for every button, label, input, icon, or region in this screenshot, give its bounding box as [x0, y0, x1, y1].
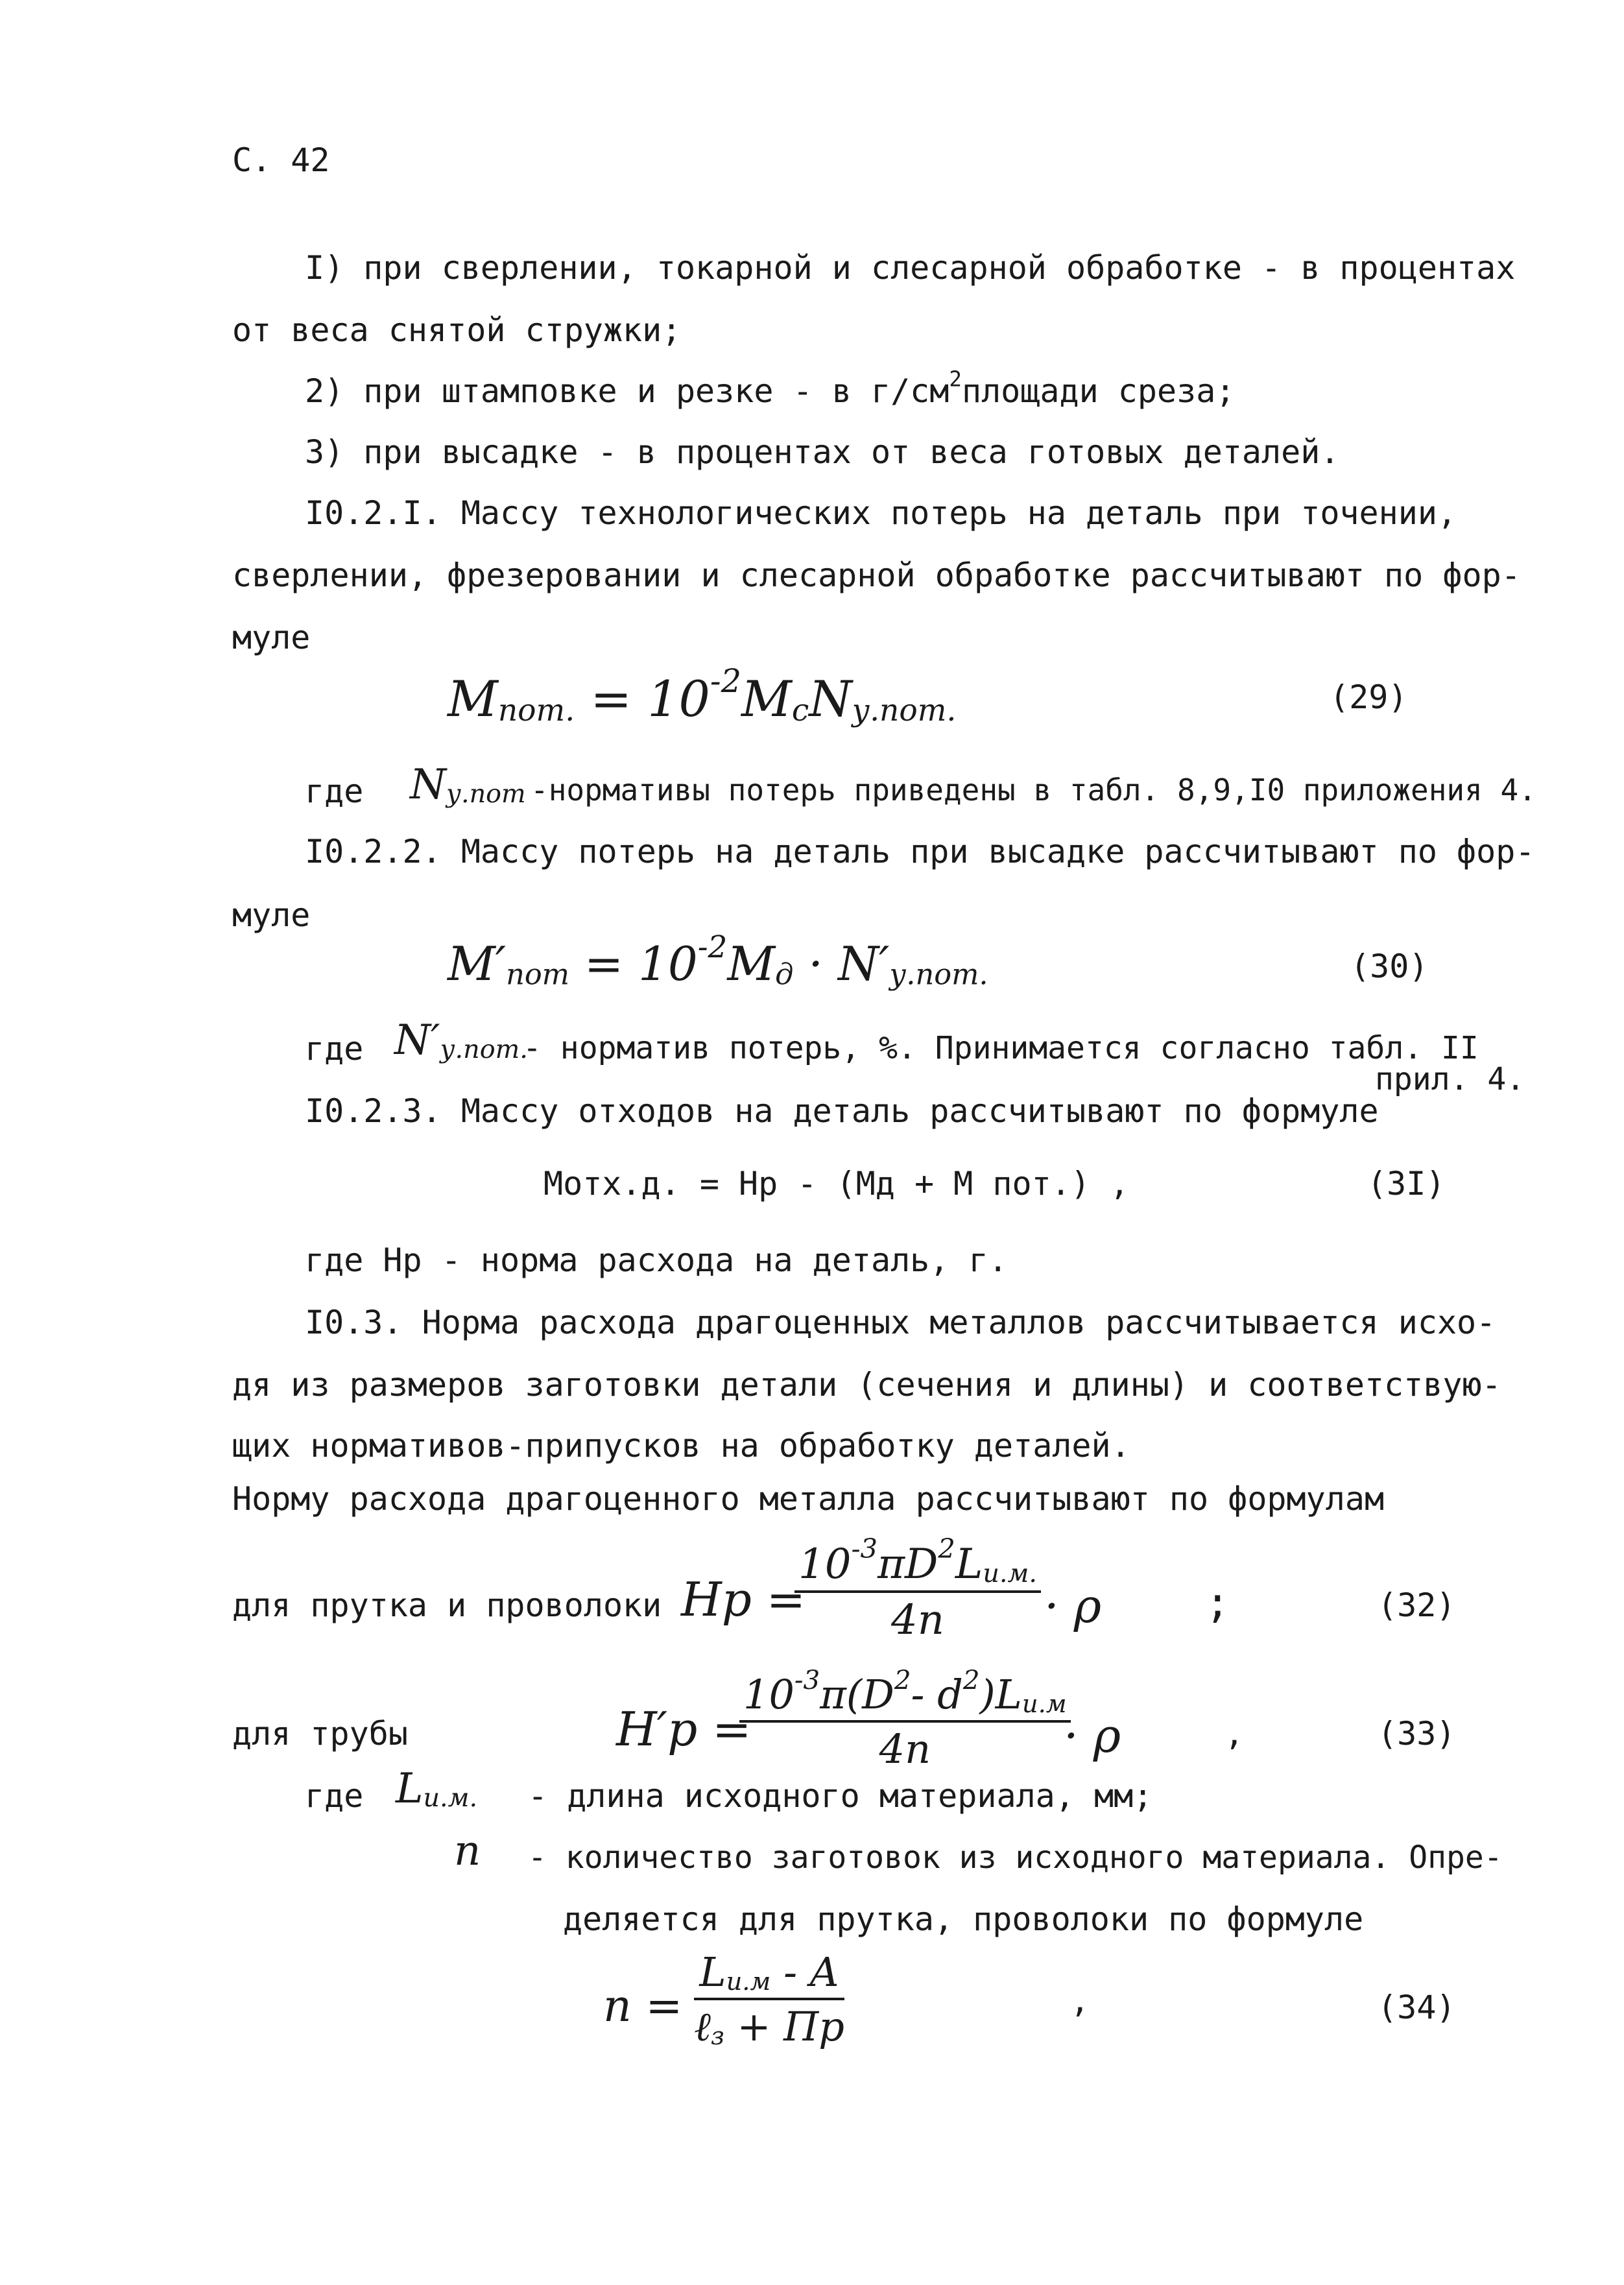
where-29-label: где: [305, 772, 364, 810]
item-1-line-2: от веса снятой стружки;: [232, 311, 682, 349]
where-30-text-2: прил. 4.: [1375, 1061, 1525, 1097]
section-10-3-line-1: I0.3. Норма расхода драгоценных металлов рассчитывается исхо-: [305, 1304, 1496, 1341]
equation-31: Мотх.д. = Нр - (Мд + М пот.) ,: [543, 1165, 1130, 1202]
page-number: С. 42: [232, 141, 330, 179]
equation-32-tail: · ρ: [1044, 1579, 1102, 1633]
equation-31-number: (3I): [1367, 1165, 1446, 1202]
equation-34-fraction: [694, 1948, 844, 2051]
equation-34-separator: ,: [1070, 1982, 1090, 2020]
definition-1-text: - длина исходного материала, мм;: [528, 1777, 1153, 1815]
where-29-text: -нормативы потерь приведены в табл. 8,9,I0 приложения 4.: [531, 772, 1536, 808]
equation-33-number: (33): [1378, 1715, 1456, 1753]
equation-32-lhs: Нр =: [681, 1572, 806, 1627]
equation-33-tail: · ρ: [1064, 1708, 1121, 1763]
equation-34-lhs: n =: [603, 1981, 683, 2032]
where-30-label: где: [305, 1030, 364, 1068]
equation-34-number: (34): [1378, 1989, 1456, 2026]
section-10-2-1-line-3: муле: [232, 619, 311, 656]
item-1-line-1: I) при сверлении, токарной и слесарной обработке - в процентах: [305, 249, 1516, 287]
where-31-text: где Нр - норма расхода на деталь, г.: [305, 1241, 1008, 1279]
section-10-2-3-line-1: I0.2.3. Массу отходов на деталь рассчитывают по формуле: [305, 1092, 1379, 1130]
definition-2-symbol: n: [454, 1827, 481, 1875]
equation-30-number: (30): [1350, 948, 1429, 985]
section-10-2-1-line-2: сверлении, фрезеровании и слесарной обработке рассчитывают по фор-: [232, 556, 1521, 594]
item-3: 3) при высадке - в процентах от веса готовых деталей.: [305, 433, 1340, 471]
equation-32-denominator: 4n: [891, 1596, 944, 1644]
where-30-symbol: $N'_{у.пот.}$: [394, 1016, 528, 1064]
equation-32-fraction: [794, 1532, 1041, 1644]
section-10-3-line-3: щих нормативов-припусков на обработку деталей.: [232, 1427, 1130, 1465]
where-30-text: - норматив потерь, %. Принимается согласно табл. II: [523, 1030, 1479, 1066]
definition-2-text-2: деляется для прутка, проволоки по формуле: [563, 1900, 1364, 1938]
equation-33-denominator: 4n: [879, 1725, 931, 1773]
section-10-2-2-line-1: I0.2.2. Массу потерь на деталь при высадке рассчитывают по фор-: [305, 833, 1535, 870]
definitions-label: где: [305, 1777, 364, 1815]
where-29-symbol: $N_{у.пот}$: [410, 761, 526, 809]
equation-33-fraction: [739, 1664, 1071, 1773]
section-10-2-2-line-2: муле: [232, 896, 311, 934]
equation-32-number: (32): [1378, 1586, 1456, 1624]
item-2: 2) при штамповке и резке - в $г/см^2площади$ среза;: [305, 366, 1236, 410]
equation-33-separator: ,: [1224, 1715, 1245, 1753]
section-10-2-1-line-1: I0.2.I. Массу технологических потерь на деталь при точении,: [305, 494, 1457, 532]
equation-32-label: для прутка и проволоки: [232, 1586, 662, 1624]
equation-29-number: (29): [1330, 678, 1408, 716]
equation-33-lhs: Н′р =: [616, 1702, 752, 1756]
definition-1-symbol: $L_{и.м.}$: [396, 1765, 478, 1813]
equation-33-numerator: $10^{-3}\pi(D^2-$ $d^2)L_{и.м}$: [739, 1675, 1071, 1723]
equation-32-numerator: $10^{-3}\pi D^2L_{и.м.}$: [794, 1544, 1041, 1593]
equation-32-separator: ;: [1205, 1579, 1230, 1627]
equation-34-denominator: ℓ$_з$ + Пр: [694, 2003, 844, 2051]
equation-34-numerator: $L_{и.м}$ - A: [694, 1952, 844, 2000]
equation-33-label: для трубы: [232, 1715, 408, 1753]
section-10-3-line-4: Норму расхода драгоценного металла рассчитывают по формулам: [232, 1480, 1385, 1518]
equation-30: $M'_{пот} = 10^{-2}M_д \cdot N'_{у.пот.}$: [448, 929, 988, 992]
section-10-3-line-2: дя из размеров заготовки детали (сечения и длины) и соответствую-: [232, 1366, 1501, 1404]
equation-29: $M_{пот.} = 10^{-2}M_cN_{у.пот.}$: [448, 662, 957, 729]
definition-2-text: - количество заготовок из исходного материала. Опре-: [528, 1839, 1503, 1876]
